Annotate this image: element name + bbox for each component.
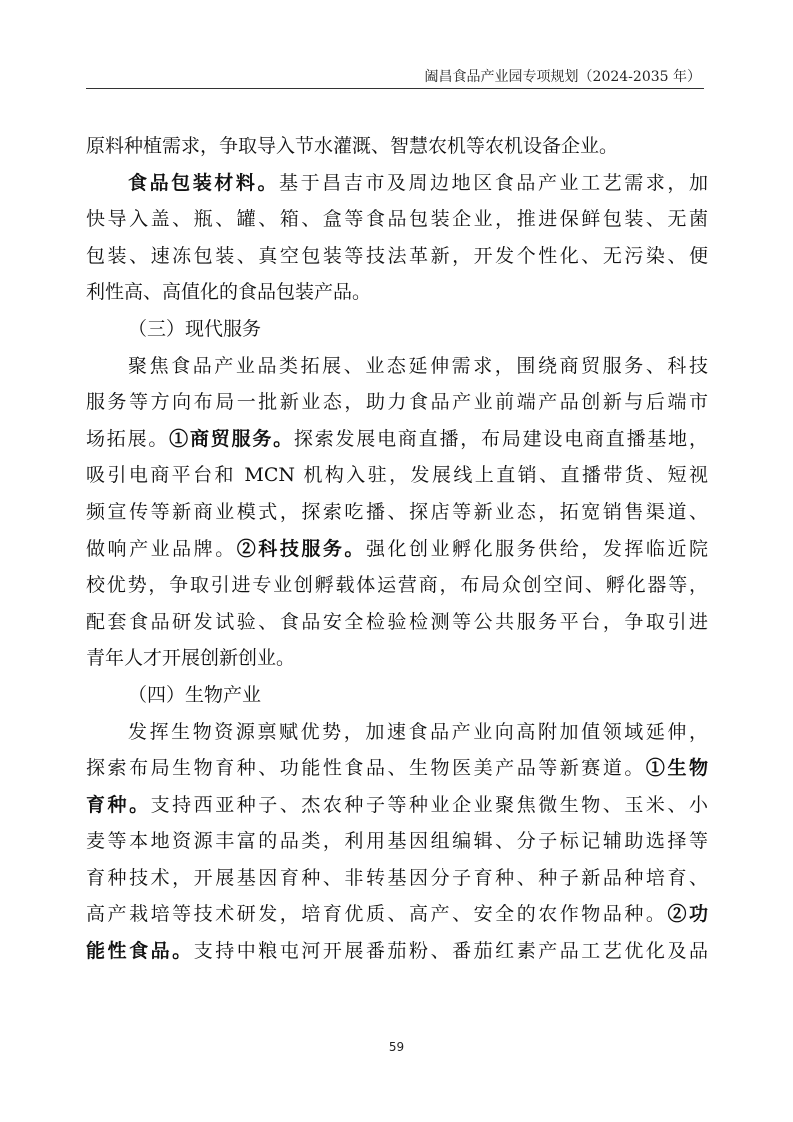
text-run: 场拓展。	[86, 427, 170, 450]
running-header: 阖昌食品产业园专项规划（2024-2035 年）	[424, 69, 701, 85]
text-run: 支持中粮屯河开展番茄粉、番茄红素产品工艺优化及品	[193, 940, 708, 963]
paragraph-line: 育种技术，开展基因育种、非转基因分子育种、种子新品种培育、	[86, 866, 708, 889]
bold-lead: 食品包装材料。	[128, 171, 280, 194]
paragraph-line: 吸引电商平台和 MCN 机构入驻，发展线上直销、直播带货、短视	[86, 464, 708, 487]
paragraph-line	[86, 787, 708, 824]
text-run: 基于昌吉市及周边地区食品产业工艺需求，加	[279, 171, 708, 194]
paragraph-line: 频宣传等新商业模式，探索吃播、探店等新业态，拓宽销售渠道、	[86, 500, 708, 523]
bold-lead: ②功	[667, 903, 708, 926]
paragraph-line: 青年人才开展创新创业。	[86, 647, 296, 670]
paragraph-line: 麦等本地资源丰富的品类，利用基因组编辑、分子标记辅助选择等	[86, 830, 708, 853]
paragraph-line: 聚焦食品产业品类拓展、业态延伸需求，围绕商贸服务、科技	[128, 354, 708, 377]
document-body	[86, 128, 708, 970]
bold-lead: ①生物	[645, 757, 708, 780]
paragraph-line: 利性高、高值化的食品包装产品。	[86, 281, 372, 304]
paragraph-line: 配套食品研发试验、食品安全检验检测等公共服务平台，争取引进	[86, 610, 708, 633]
section-heading: （三）现代服务	[128, 317, 262, 340]
bold-lead: 育种。	[86, 793, 151, 816]
paragraph-line	[86, 933, 708, 970]
paragraph-line: 服务等方向布局一批新业态，助力食品产业前端产品创新与后端市	[86, 391, 708, 414]
paragraph-line: 快导入盖、瓶、罐、箱、盒等食品包装企业，推进保鲜包装、无菌	[86, 208, 708, 231]
paragraph-line	[86, 421, 708, 458]
section-heading: （四）生物产业	[128, 683, 262, 706]
paragraph-line: 包装、速冻包装、真空包装等技法革新，开发个性化、无污染、便	[86, 244, 708, 267]
paragraph-line: 原料种植需求，争取导入节水灌溉、智慧农机等农机设备企业。	[86, 135, 619, 157]
text-run: 强化创业孵化服务供给，发挥临近院	[365, 537, 708, 560]
bold-lead: ②科技服务。	[236, 537, 366, 560]
paragraph-line	[86, 896, 708, 933]
text-run: 支持西亚种子、杰农种子等种业企业聚焦微生物、玉米、小	[150, 793, 708, 816]
bold-lead: ①商贸服务。	[169, 427, 294, 450]
text-run: 高产栽培等技术研发，培育优质、高产、安全的农作物品种。	[86, 903, 668, 926]
text-run: 探索发展电商直播，布局建设电商直播基地，	[293, 427, 708, 450]
text-run: 做响产业品牌。	[86, 537, 237, 560]
paragraph-line	[86, 531, 708, 568]
paragraph-line	[86, 165, 708, 202]
header-rule	[86, 88, 704, 89]
paragraph-line: 校优势，争取引进专业创孵载体运营商，布局众创空间、孵化器等，	[86, 574, 708, 597]
page-number: 59	[388, 1040, 405, 1054]
paragraph-line: 发挥生物资源禀赋优势，加速食品产业向高附加值领域延伸，	[128, 720, 708, 743]
bold-lead: 能性食品。	[86, 940, 194, 963]
text-run: 探索布局生物育种、功能性食品、生物医美产品等新赛道。	[86, 757, 646, 780]
paragraph-line	[86, 750, 708, 787]
